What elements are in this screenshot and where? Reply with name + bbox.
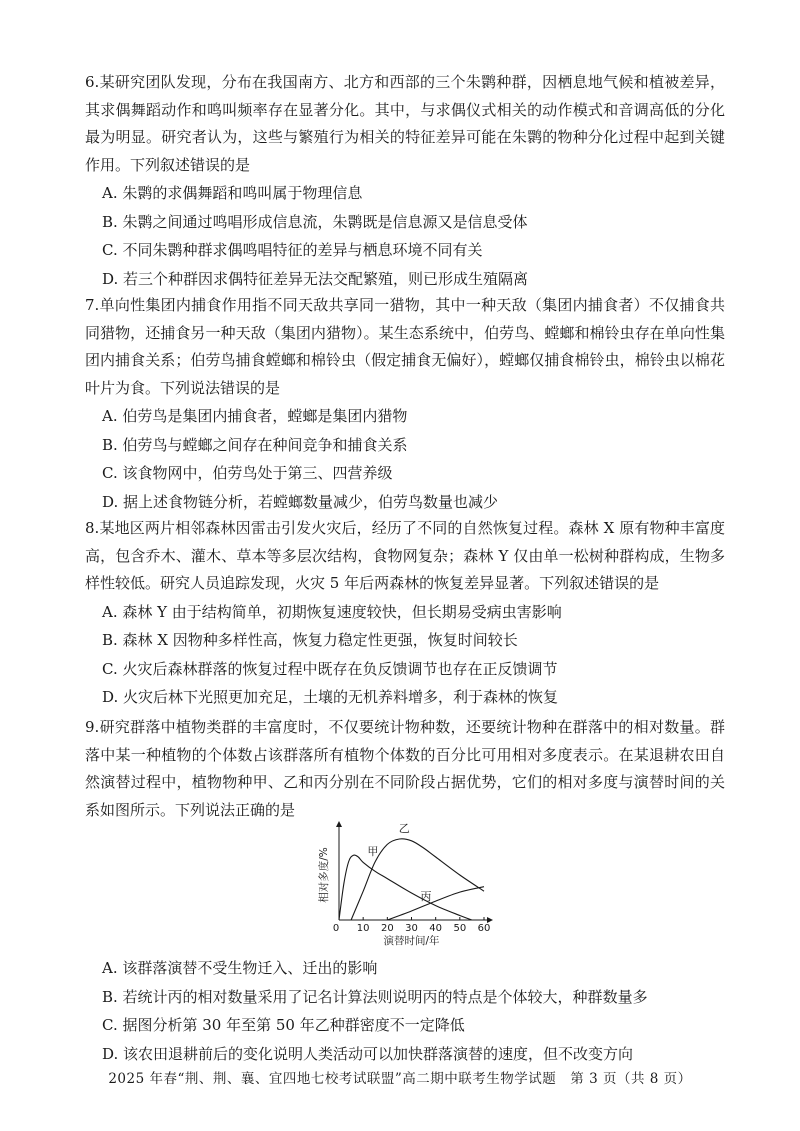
series-jia-line bbox=[339, 855, 472, 920]
x-tick-label: 10 bbox=[356, 923, 370, 934]
abundance-chart bbox=[305, 822, 505, 952]
option-c: C. 火灾后森林群落的恢复过程中既存在负反馈调节也存在正反馈调节 bbox=[102, 659, 558, 678]
x-tick-label: 20 bbox=[380, 923, 394, 934]
x-tick-label: 30 bbox=[405, 923, 418, 934]
y-axis-label: 相对多度/% bbox=[318, 847, 330, 903]
options-list bbox=[85, 954, 725, 1068]
option-c: C. 不同朱鹮种群求偶鸣唱特征的差异与栖息环境不同有关 bbox=[102, 241, 483, 259]
x-axis-label: 演替时间/年 bbox=[383, 935, 440, 947]
question-number: 9. bbox=[85, 718, 100, 736]
series-bing-line bbox=[387, 887, 484, 920]
x-tick-label: 50 bbox=[453, 923, 467, 934]
option-a: A. 森林 Y 由于结构简单，初期恢复速度较快，但长期易受病虫害影响 bbox=[102, 602, 562, 621]
option-a: A. 伯劳鸟是集团内捕食者，螳螂是集团内猎物 bbox=[102, 407, 408, 425]
option-d: D. 火灾后林下光照更加充足，土壤的无机养料增多，利于森林的恢复 bbox=[102, 688, 559, 706]
question-8 bbox=[85, 515, 725, 712]
x-tick-label: 0 bbox=[332, 923, 340, 934]
series-bing-label: 丙 bbox=[420, 890, 432, 904]
series-jia-label: 甲 bbox=[367, 845, 379, 859]
series-layer bbox=[339, 839, 484, 920]
footer-title: 2025 年春“荆、荆、襄、宜四地七校考试联盟”高二期中联考生物学试题 bbox=[108, 1071, 557, 1087]
option-a: A. 该群落演替不受生物迁入、迁出的影响 bbox=[102, 959, 378, 977]
question-stem: 某研究团队发现，分布在我国南方、北方和西部的三个朱鹮种群，因栖息地气候和植被差异，其求偶舞蹈动作和鸣叫频率存在显著分化。其中，与求偶仪式相关的动作模式和音调高低的分化最为明显。研究者认为，这些与繁殖行为相关的特征差异可能在朱鹮的物种分化过程中起到关键作用。下列叙述错误的是 bbox=[85, 73, 725, 174]
option-d: D. 据上述食物链分析，若螳螂数量减少，伯劳鸟数量也减少 bbox=[102, 492, 499, 511]
question-stem: 研究群落中植物类群的丰富度时，不仅要统计物种数，还要统计物种在群落中的相对数量。群落中某一种植物的个体数占该群落所有植物个体数的百分比可用相对多度表示。在某退耕农田自然演替过程中，植物物种甲、乙和丙分别在不同阶段占据优势，它们的相对多度与演替时间的关系如图所示。下列说法正确的是 bbox=[85, 718, 725, 819]
x-tick-label: 60 bbox=[477, 923, 491, 934]
option-d: D. 若三个种群因求偶特征差异无法交配繁殖，则已形成生殖隔离 bbox=[102, 269, 529, 288]
question-number: 6. bbox=[85, 73, 100, 91]
question-7 bbox=[85, 292, 725, 516]
x-tick-label: 40 bbox=[429, 923, 443, 934]
option-c: C. 该食物网中，伯劳鸟处于第三、四营养级 bbox=[102, 464, 393, 482]
option-b: B. 森林 X 因物种多样性高，恢复力稳定性更强，恢复时间较长 bbox=[102, 631, 518, 649]
option-b: B. 若统计丙的相对数量采用了记名计算法则说明丙的特点是个体较大，种群数量多 bbox=[102, 987, 648, 1006]
series-yi-label: 乙 bbox=[398, 821, 410, 835]
option-b: B. 伯劳鸟与螳螂之间存在种间竞争和捕食关系 bbox=[102, 435, 408, 454]
option-d: D. 该农田退耕前后的变化说明人类活动可以加快群落演替的速度，但不改变方向 bbox=[102, 1044, 634, 1063]
labels-layer bbox=[367, 822, 431, 903]
question-6 bbox=[85, 69, 725, 293]
question-number: 8. bbox=[85, 519, 100, 537]
option-a: A. 朱鹮的求偶舞蹈和鸣叫属于物理信息 bbox=[102, 184, 363, 202]
option-c: C. 据图分析第 30 年至第 50 年乙种群密度不一定降低 bbox=[102, 1016, 465, 1034]
chart-svg bbox=[305, 822, 505, 952]
page-footer bbox=[0, 1067, 800, 1087]
question-stem: 单向性集团内捕食作用指不同天敌共享同一猎物，其中一种天敌（集团内捕食者）不仅捕食共同猎物，还捕食另一种天敌（集团内猎物）。某生态系统中，伯劳鸟、螳螂和棉铃虫存在单向性集团内捕食关系；伯劳鸟捕食螳螂和棉铃虫（假定捕食无偏好），螳螂仅捕食棉铃虫，棉铃虫以棉花叶片为食。下列说法错误的是 bbox=[85, 296, 725, 397]
option-b: B. 朱鹮之间通过鸣唱形成信息流，朱鹮既是信息源又是信息受体 bbox=[102, 212, 528, 231]
page-number: 第 3 页（共 8 页） bbox=[570, 1071, 692, 1087]
question-number: 7. bbox=[85, 296, 100, 314]
question-stem: 某地区两片相邻森林因雷击引发火灾后，经历了不同的自然恢复过程。森林 X 原有物种丰富度高，包含乔木、灌木、草本等多层次结构，食物网复杂；森林 Y 仅由单一松树种群构成，生物多样性较低。研究人员追踪发现，火灾 5 年后两森林的恢复差异显著。下列叙述错误的是 bbox=[85, 519, 725, 592]
